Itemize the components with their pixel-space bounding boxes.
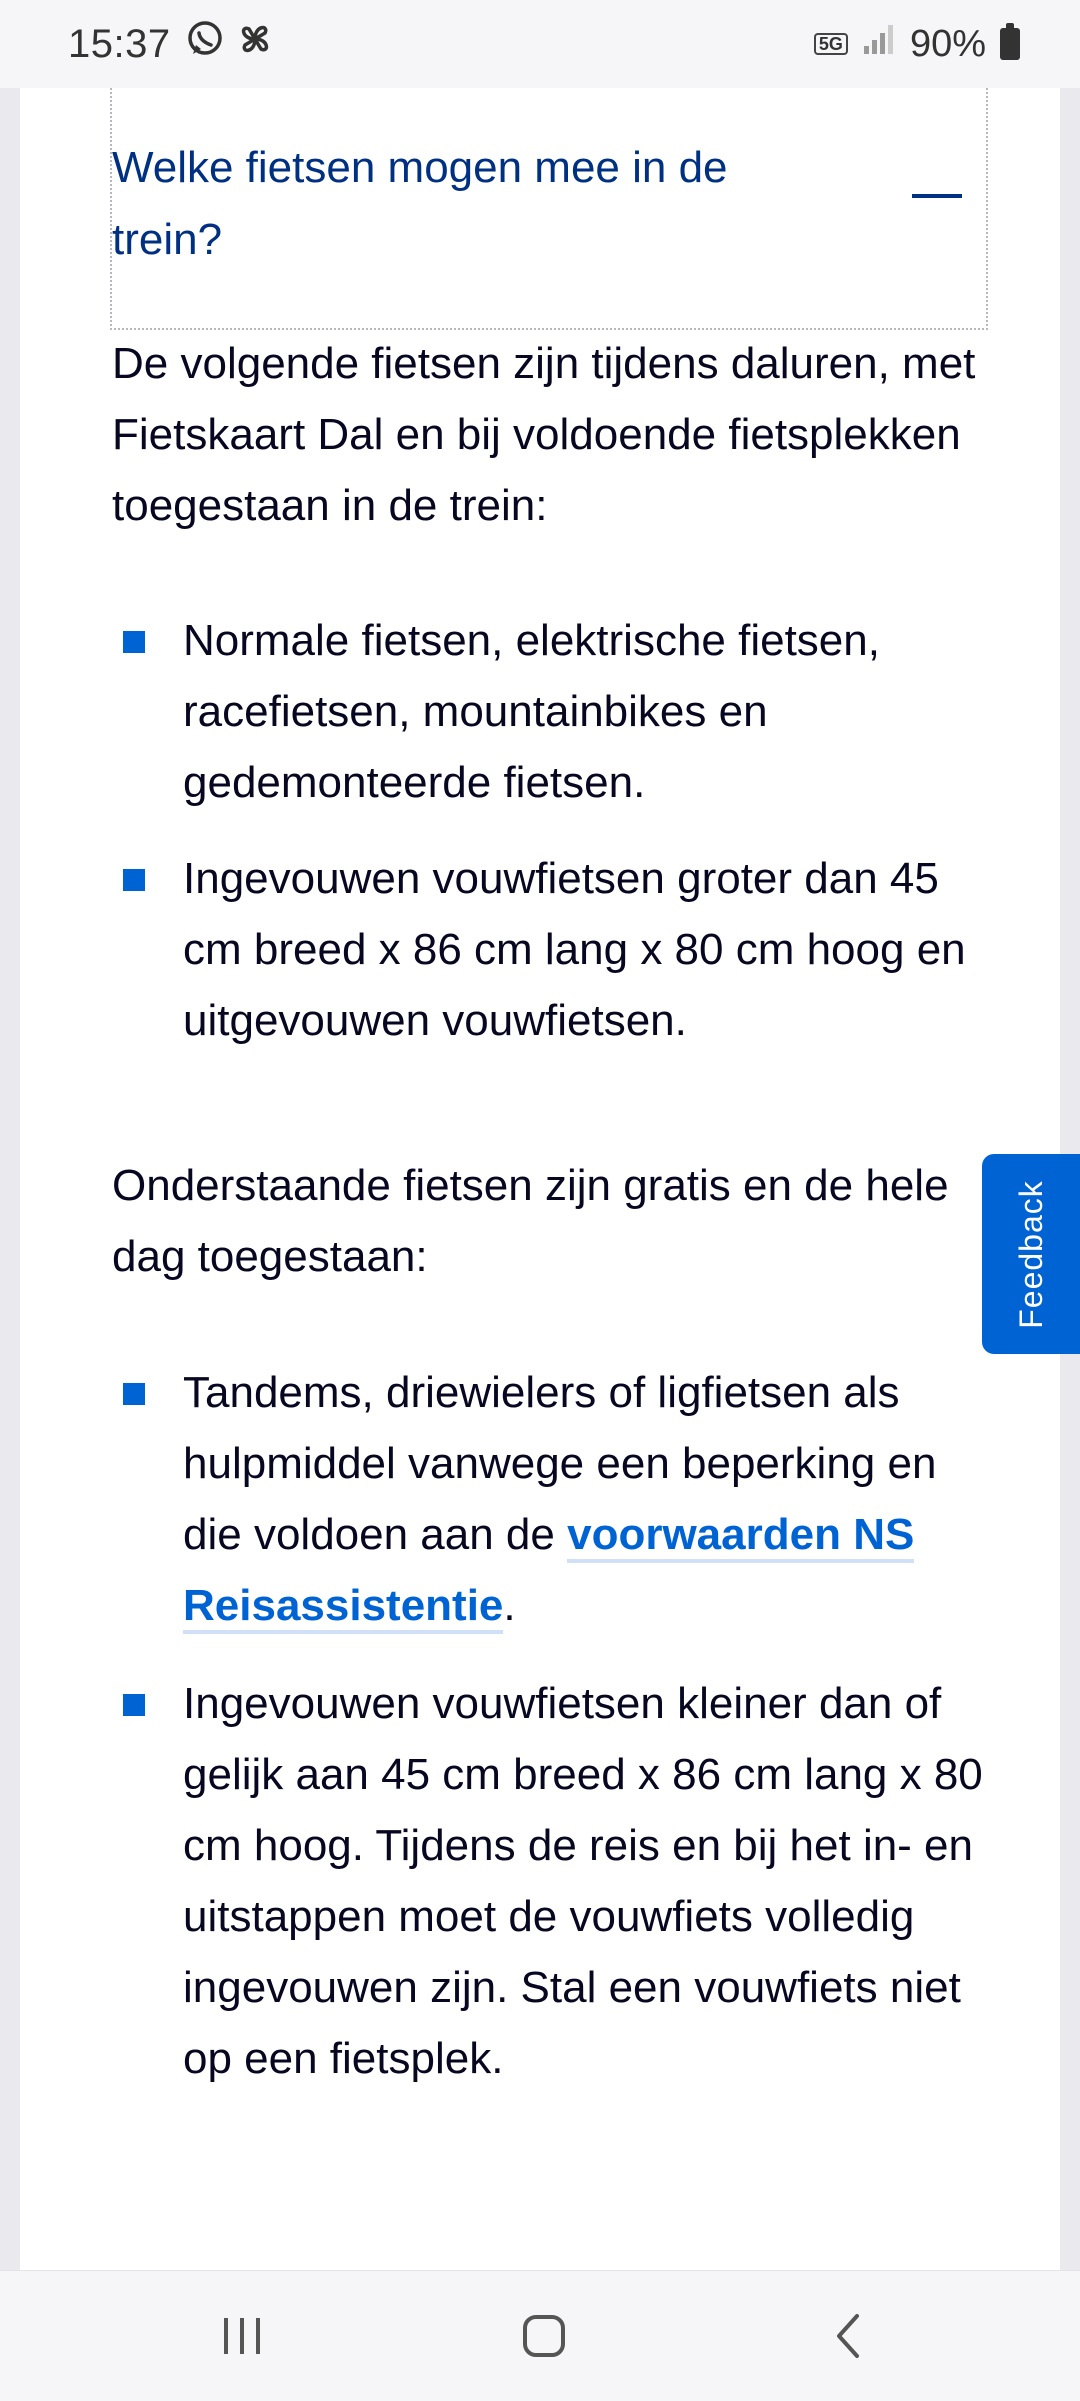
signal-icon [862, 22, 896, 66]
list-item: Ingevouwen vouwfietsen kleiner dan of gelijk aan 45 cm breed x 86 cm lang x 80 cm hoog. Tijdens de reis en bij het in- en uitstappen moet de vouwfiets volledig ingevouwen zijn. Stal een vouwfiets niet op een fietsplek. [112, 1668, 992, 2094]
status-time: 15:37 [68, 21, 171, 66]
home-button[interactable] [464, 2271, 624, 2401]
recents-button[interactable] [162, 2271, 322, 2401]
home-icon[interactable] [522, 2314, 566, 2358]
free-intro-text: Onderstaande fietsen zijn gratis en de hele dag toegestaan: [112, 1161, 949, 1281]
page-content [20, 88, 1060, 2270]
collapse-icon[interactable] [912, 194, 962, 198]
peak-bike-list [112, 605, 992, 1056]
pinwheel-icon [235, 19, 275, 69]
status-bar [0, 0, 1080, 88]
navigation-bar [0, 2270, 1080, 2401]
reisassistentie-link[interactable]: voorwaarden NS Reisassistentie [183, 1510, 914, 1634]
feedback-label[interactable]: Feedback [1012, 1179, 1049, 1329]
bullet-square-icon [123, 869, 145, 891]
bullet-square-icon [123, 1383, 145, 1405]
feedback-button[interactable] [982, 1154, 1080, 1354]
back-button[interactable] [768, 2271, 928, 2401]
list-item: Ingevouwen vouwfietsen groter dan 45 cm breed x 86 cm lang x 80 cm hoog en uitgevouwen vouwfietsen. [112, 843, 992, 1056]
bullet-square-icon [123, 631, 145, 653]
battery-icon [1000, 28, 1020, 60]
accordion-body [112, 328, 992, 2094]
recents-icon[interactable] [220, 2316, 264, 2356]
accordion-header[interactable] [110, 88, 988, 330]
battery-percentage: 90% [909, 22, 986, 65]
accordion-title[interactable]: Welke fietsen mogen mee in de trein? [112, 143, 728, 264]
whatsapp-icon [185, 19, 225, 69]
bullet-square-icon [123, 1694, 145, 1716]
back-icon[interactable] [833, 2312, 863, 2360]
free-bike-list [112, 1357, 992, 2094]
list-item: Tandems, driewielers of ligfietsen als hulpmiddel vanwege een beperking en die voldoen aan de voorwaarden NS Reisassistentie. [112, 1357, 992, 1641]
network-5g-icon: 5G [814, 33, 848, 55]
list-item: Normale fietsen, elektrische fietsen, racefietsen, mountainbikes en gedemonteerde fietsen. [112, 605, 992, 818]
peak-intro-text: De volgende fietsen zijn tijdens daluren, met Fietskaart Dal en bij voldoende fietsplekken toegestaan in de trein: [112, 339, 976, 530]
